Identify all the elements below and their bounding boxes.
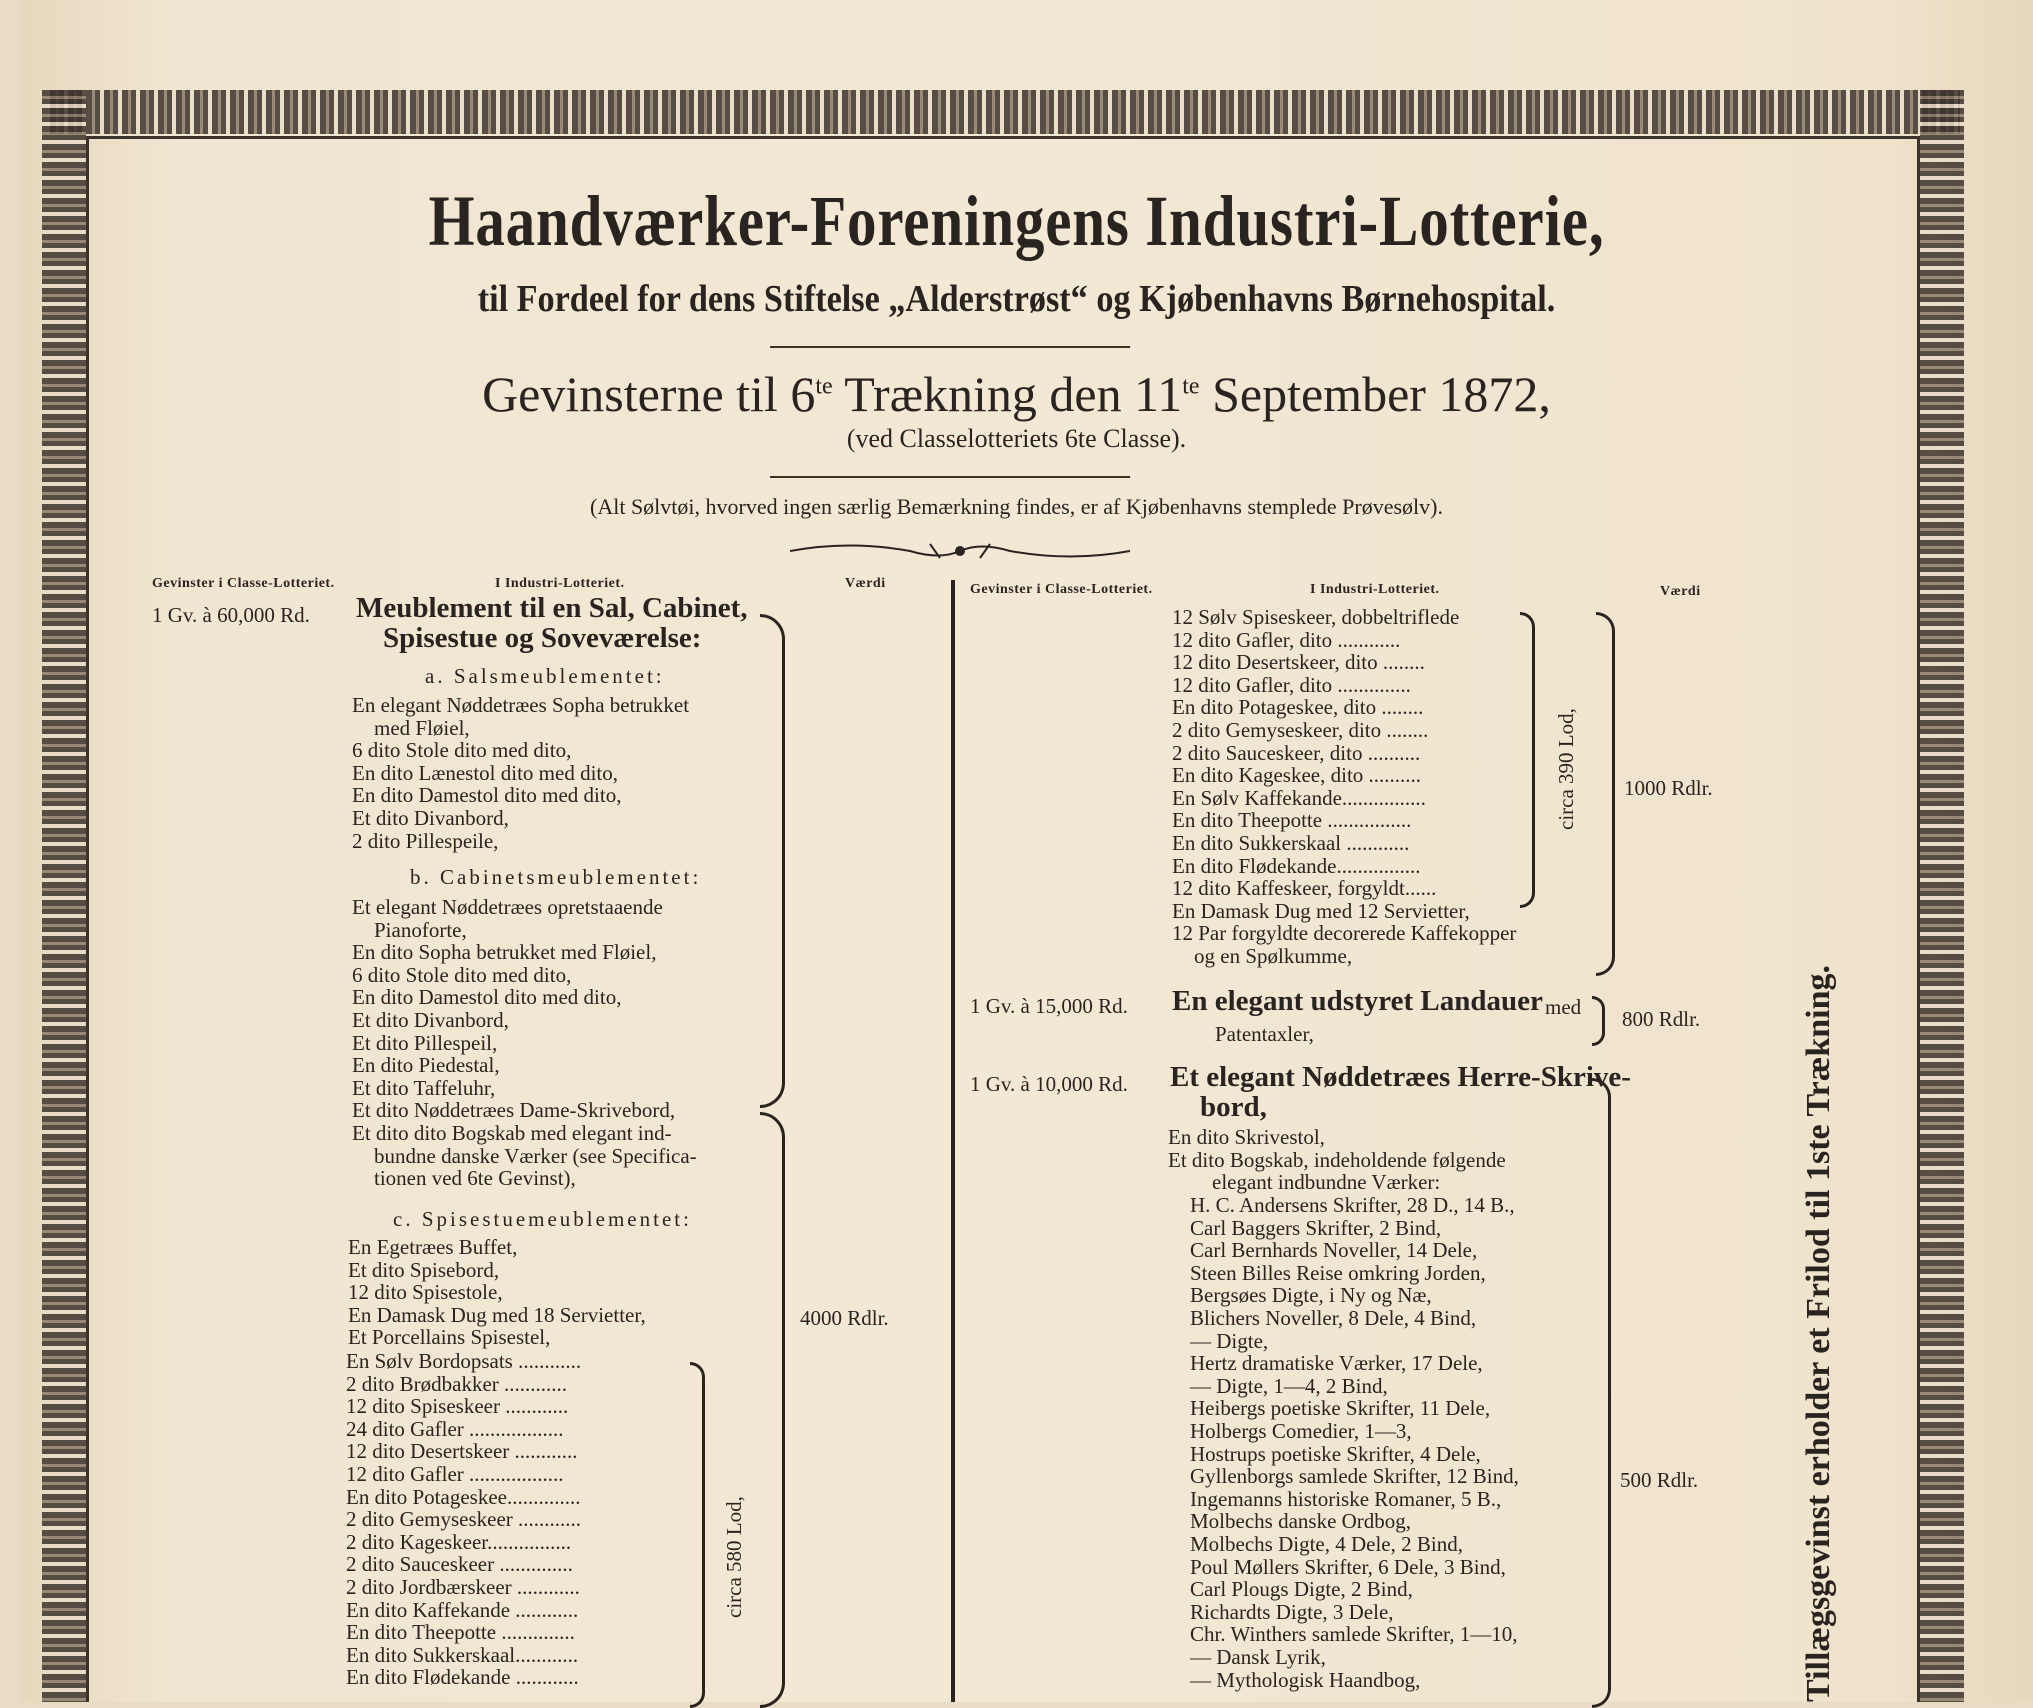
lod-label: circa 390 Lod,: [1554, 708, 1578, 830]
col-head-classe: Gevinster i Classe-Lotteriet.: [970, 582, 1153, 597]
list-item: Et dito Divanbord,: [352, 806, 509, 830]
list-item: Molbechs danske Ordbog,: [1190, 1509, 1412, 1534]
class-note: (ved Classelotteriets 6te Classe).: [846, 424, 1187, 453]
list-item: Poul Møllers Skrifter, 6 Dele, 3 Bind,: [1190, 1554, 1506, 1579]
list-item: Pianoforte,: [374, 917, 467, 942]
list-item: En dito Lænestol dito med dito,: [352, 760, 618, 785]
prize-amount: 1 Gv. à 10,000 Rd.: [970, 1072, 1128, 1096]
list-item: Et dito Pillespeil,: [352, 1030, 498, 1055]
list-item: Gyllenborgs samlede Skrifter, 12 Bind,: [1190, 1464, 1519, 1489]
list-item: Chr. Winthers samlede Skrifter, 1—10,: [1190, 1622, 1518, 1647]
list-item: 12 dito Spiseskeer ............: [346, 1394, 569, 1419]
list-item: Et Porcellains Spisestel,: [348, 1325, 551, 1350]
list-item: En dito Kaffekande ............: [346, 1597, 579, 1622]
col-head-vaerdi: Værdi: [1660, 584, 1701, 599]
list-item: Richardts Digte, 3 Dele,: [1190, 1599, 1394, 1624]
list-item: — Digte, 1—4, 2 Bind,: [1190, 1373, 1388, 1398]
ornamental-border-right: [1920, 90, 1964, 1702]
list-item: 12 dito Gafler, dito ..............: [1172, 672, 1411, 697]
brace: [1592, 996, 1605, 1046]
divider: [770, 346, 1130, 348]
list-item: 2 dito Pillespeile,: [352, 828, 499, 853]
silver-note: (Alt Sølvtøi, hvorved ingen særlig Bemærkning findes, er af Kjøbenhavns stemplede Prøvesølv).: [590, 494, 1443, 519]
list-item: En Sølv Kaffekande................: [1172, 785, 1426, 810]
list-item: Carl Plougs Digte, 2 Bind,: [1190, 1577, 1413, 1602]
list-item: Blichers Noveller, 8 Dele, 4 Bind,: [1190, 1306, 1477, 1330]
list-item: Et dito Bogskab, indeholdende følgende: [1168, 1147, 1506, 1172]
list-item: — Mythologisk Haandbog,: [1190, 1667, 1421, 1692]
list-item: — Dansk Lyrik,: [1190, 1645, 1326, 1669]
list-item: 12 dito Desertskeer ............: [346, 1439, 578, 1464]
column-divider: [951, 580, 955, 1702]
list-item: Molbechs Digte, 4 Dele, 2 Bind,: [1190, 1532, 1463, 1556]
list-item: En dito Potageskee, dito ........: [1172, 695, 1424, 720]
list-item: Bergsøes Digte, i Ny og Næ,: [1190, 1283, 1432, 1308]
list-item: En dito Damestol dito med dito,: [352, 985, 622, 1010]
list-item: En dito Flødekande................: [1172, 853, 1421, 878]
list-item: og en Spølkumme,: [1194, 944, 1353, 968]
divider: [770, 476, 1130, 478]
col-head-industri: I Industri-Lotteriet.: [1310, 582, 1440, 597]
list-item: Et dito Nøddetræes Dame-Skrivebord,: [352, 1098, 676, 1123]
list-item: — Digte,: [1190, 1328, 1269, 1353]
list-item: 12 dito Gafler, dito ............: [1172, 627, 1401, 652]
list-item: Ingemanns historiske Romaner, 5 B.,: [1190, 1486, 1502, 1511]
list-item: En dito Sopha betrukket med Fløiel,: [352, 940, 657, 965]
ornamental-border-top: [50, 90, 1960, 134]
col-head-classe: Gevinster i Classe-Lotteriet.: [152, 576, 335, 591]
list-item: Hertz dramatiske Værker, 17 Dele,: [1190, 1351, 1483, 1376]
list-item: En dito Piedestal,: [352, 1053, 500, 1078]
list-item: En dito Skrivestol,: [1168, 1125, 1325, 1149]
list-item: En dito Kageskee, dito ..........: [1172, 763, 1422, 788]
brace: [1592, 1078, 1611, 1708]
list-item: 12 dito Gafler ..................: [346, 1462, 564, 1486]
section-heading: b. Cabinetsmeublementet:: [410, 865, 702, 889]
prize-value: 1000 Rdlr.: [1624, 776, 1713, 800]
list-item: En dito Flødekande ............: [346, 1665, 579, 1690]
list-item: Et dito Divanbord,: [352, 1008, 509, 1032]
list-item: med Fløiel,: [374, 715, 470, 740]
lod-label: circa 580 Lod,: [722, 1496, 746, 1618]
drawing-heading: Gevinsterne til $6^{te}$ Trækning den $11^{te}$ September 1872,: [482, 366, 1551, 422]
prize-title: Meublement til en Sal, Cabinet,: [356, 592, 748, 624]
list-item: En Damask Dug med 12 Servietter,: [1172, 898, 1470, 923]
list-item: En Damask Dug med 18 Servietter,: [348, 1302, 646, 1327]
flourish-ornament: [790, 538, 1130, 564]
list-item: 12 Par forgyldte decorerede Kaffekopper: [1172, 921, 1517, 946]
brace: [1596, 612, 1615, 976]
col-head-vaerdi: Værdi: [845, 576, 886, 591]
poster-title: Haandværker-Foreningens Industri-Lotterie,: [428, 181, 1605, 261]
prize-value: 500 Rdlr.: [1620, 1468, 1699, 1492]
list-item: bundne danske Værker (see Specifica-: [374, 1143, 697, 1168]
list-item: Et dito Taffeluhr,: [352, 1075, 496, 1100]
prize-title: Et elegant Nøddetræes Herre-Skrive-: [1170, 1061, 1631, 1093]
list-item: En dito Damestol dito med dito,: [352, 783, 622, 808]
prize-amount: 1 Gv. à 60,000 Rd.: [152, 603, 310, 627]
list-item: En dito Potageskee..............: [346, 1484, 581, 1509]
prize-amount: 1 Gv. à 15,000 Rd.: [970, 994, 1128, 1018]
list-item: En Sølv Bordopsats ............: [346, 1349, 582, 1373]
list-item: 12 dito Desertskeer, dito ........: [1172, 650, 1425, 675]
list-item: 2 dito Sauceskeer, dito ..........: [1172, 740, 1421, 765]
list-item: tionen ved 6te Gevinst),: [374, 1166, 576, 1191]
list-item: En dito Sukkerskaal............: [346, 1642, 579, 1667]
prize-title-cont: Patentaxler,: [1215, 1022, 1314, 1046]
prize-title-cont: med: [1545, 995, 1582, 1019]
brace: [760, 1112, 785, 1708]
prize-title: En elegant udstyret Landauer: [1172, 985, 1543, 1017]
list-item: Steen Billes Reise omkring Jorden,: [1190, 1260, 1486, 1285]
list-item: 12 dito Kaffeskeer, forgyldt......: [1172, 876, 1437, 901]
list-item: 24 dito Gafler ..................: [346, 1416, 564, 1441]
side-note: Tillægsgevinst erholder et Frilod til 1ste Trækning.: [1800, 965, 1837, 1702]
section-heading: c. Spisestuemeublementet:: [393, 1207, 692, 1231]
list-item: Et elegant Nøddetræes opretstaaende: [352, 895, 663, 919]
list-item: 2 dito Gemyseskeer, dito ........: [1172, 718, 1429, 742]
prize-title: Spisestue og Soveværelse:: [383, 622, 702, 654]
list-item: En dito Sukkerskaal ............: [1172, 831, 1410, 855]
list-item: elegant indbundne Værker:: [1212, 1170, 1441, 1195]
prize-title: bord,: [1200, 1091, 1267, 1123]
list-item: Carl Baggers Skrifter, 2 Bind,: [1190, 1215, 1442, 1240]
list-item: 12 Sølv Spiseskeer, dobbeltriflede: [1172, 605, 1460, 629]
list-item: H. C. Andersens Skrifter, 28 D., 14 B.,: [1190, 1193, 1515, 1217]
list-item: 2 dito Sauceskeer ..............: [346, 1552, 573, 1577]
list-item: Et dito Spisebord,: [348, 1257, 500, 1282]
list-item: En elegant Nøddetræes Sopha betrukket: [352, 693, 690, 717]
brace: [690, 1362, 705, 1708]
list-item: En dito Theepotte ..............: [346, 1620, 575, 1645]
section-heading: a. Salsmeublementet:: [425, 664, 665, 688]
list-item: 2 dito Kageskeer................: [346, 1529, 572, 1554]
list-item: 6 dito Stole dito med dito,: [352, 738, 572, 763]
list-item: 2 dito Gemyseskeer ............: [346, 1507, 582, 1532]
brace: [760, 614, 785, 1108]
list-item: Carl Bernhards Noveller, 14 Dele,: [1190, 1238, 1478, 1263]
list-item: Hostrups poetiske Skrifter, 4 Dele,: [1190, 1441, 1481, 1466]
list-item: Holbergs Comedier, 1—3,: [1190, 1419, 1412, 1443]
list-item: En dito Theepotte ................: [1172, 808, 1412, 833]
ornamental-border-left: [42, 90, 86, 1702]
list-item: 12 dito Spisestole,: [348, 1280, 503, 1305]
prize-value: 800 Rdlr.: [1622, 1007, 1701, 1031]
col-head-industri: I Industri-Lotteriet.: [495, 576, 625, 591]
list-item: 2 dito Brødbakker ............: [346, 1371, 568, 1396]
brace: [1520, 612, 1535, 908]
border-inner-line: [86, 136, 1920, 139]
list-item: En Egetræes Buffet,: [348, 1235, 518, 1259]
list-item: 2 dito Jordbærskeer ............: [346, 1575, 580, 1599]
list-item: Et dito dito Bogskab med elegant ind-: [352, 1121, 672, 1145]
list-item: Heibergs poetiske Skrifter, 11 Dele,: [1190, 1396, 1491, 1421]
list-item: 6 dito Stole dito med dito,: [352, 962, 572, 987]
poster-subtitle: til Fordeel for dens Stiftelse „Alderstrøst“ og Kjøbenhavns Børnehospital.: [477, 278, 1556, 320]
prize-value: 4000 Rdlr.: [800, 1306, 889, 1330]
